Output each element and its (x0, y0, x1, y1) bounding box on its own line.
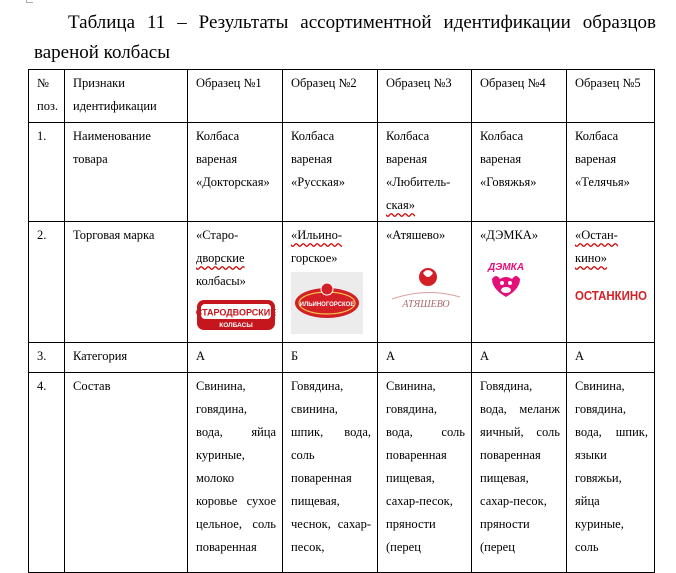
row-num: 2. (29, 222, 65, 343)
cell: Колбаса вареная «Докторская» (188, 123, 283, 222)
table-row (29, 123, 655, 222)
cell-text: «Старо- (196, 228, 239, 242)
header-sample-4: Образец №4 (472, 70, 567, 123)
ilinogorskoe-logo (291, 272, 363, 334)
corner-mark (26, 0, 33, 3)
identification-table (28, 69, 655, 573)
svg-text:КОЛБАСЫ: КОЛБАСЫ (219, 322, 253, 329)
svg-text:ДЭМКА: ДЭМКА (487, 262, 525, 273)
caption-line-1: Таблица 11 – Результаты ассортиментной идентификации образцов (68, 12, 656, 33)
svg-text:АТЯШЕВО: АТЯШЕВО (402, 299, 450, 310)
cell: А (567, 343, 655, 373)
cell: Колбаса вареная «Телячья» (567, 123, 655, 222)
cell: А (188, 343, 283, 373)
row-feature: Состав (65, 373, 188, 573)
row-feature: Категория (65, 343, 188, 373)
cell (283, 222, 378, 343)
cell: Свинина, говядина, вода, яйца куриные, молоко коровье сухое цельное, соль поваренная (188, 373, 283, 573)
cell-text: «Атяшево» (386, 228, 446, 242)
table-row (29, 222, 655, 343)
header-sample-3: Образец №3 (378, 70, 472, 123)
cell: Колбаса вареная «Русская» (283, 123, 378, 222)
cell-text: ская» (386, 198, 415, 212)
table-caption (34, 8, 656, 68)
starodvorskie-logo (196, 299, 276, 331)
caption-line-2: вареной колбасы (34, 42, 170, 63)
row-num: 4. (29, 373, 65, 573)
cell-text: кино» (575, 251, 607, 265)
header-sample-1: Образец №1 (188, 70, 283, 123)
cell-text: колбасы» (196, 274, 246, 288)
cell-text: «ДЭМКА» (480, 228, 539, 242)
ostankino-logo (575, 284, 647, 306)
cell: Говядина, вода, меланж яичный, соль поваренная пищевая, сахар-песок, пряности (перец (472, 373, 567, 573)
demka-logo (480, 259, 532, 301)
svg-text:СТАРОДВОРСКИЕ: СТАРОДВОРСКИЕ (196, 307, 276, 318)
svg-text:ИЛЬИНОГОРСКОЕ: ИЛЬИНОГОРСКОЕ (299, 302, 355, 308)
cell (378, 123, 472, 222)
cell-text: «Ильино- (291, 228, 343, 242)
cell: Колбаса вареная «Говяжья» (472, 123, 567, 222)
cell: А (472, 343, 567, 373)
cell: Свинина, говядина, вода, шпик, языки говяжьи, яйца куриные, соль (567, 373, 655, 573)
header-feature: Признаки идентификации (65, 70, 188, 123)
cell-text: дворские (196, 251, 245, 265)
header-row (29, 70, 655, 123)
table-row (29, 343, 655, 373)
cell: Свинина, говядина, вода, соль поваренная пищевая, сахар-песок, пряности (перец (378, 373, 472, 573)
cell (188, 222, 283, 343)
row-feature: Наименование товара (65, 123, 188, 222)
header-num: № поз. (29, 70, 65, 123)
cell-text: горское» (291, 251, 338, 265)
cell: Б (283, 343, 378, 373)
table-row (29, 373, 655, 573)
cell (472, 222, 567, 343)
cell (567, 222, 655, 343)
cell: Говядина, свинина, шпик, вода, соль поваренная пищевая, чеснок, сахар-песок, (283, 373, 378, 573)
header-sample-2: Образец №2 (283, 70, 378, 123)
row-feature: Торговая марка (65, 222, 188, 343)
row-num: 1. (29, 123, 65, 222)
cell-text: «Остан- (575, 228, 618, 242)
cell: А (378, 343, 472, 373)
cell (378, 222, 472, 343)
svg-text:ОСТАНКИНО: ОСТАНКИНО (575, 289, 647, 303)
atyashevo-logo (386, 261, 464, 313)
cell-text: Колбаса вареная «Любитель- (386, 129, 451, 189)
header-sample-5: Образец №5 (567, 70, 655, 123)
row-num: 3. (29, 343, 65, 373)
